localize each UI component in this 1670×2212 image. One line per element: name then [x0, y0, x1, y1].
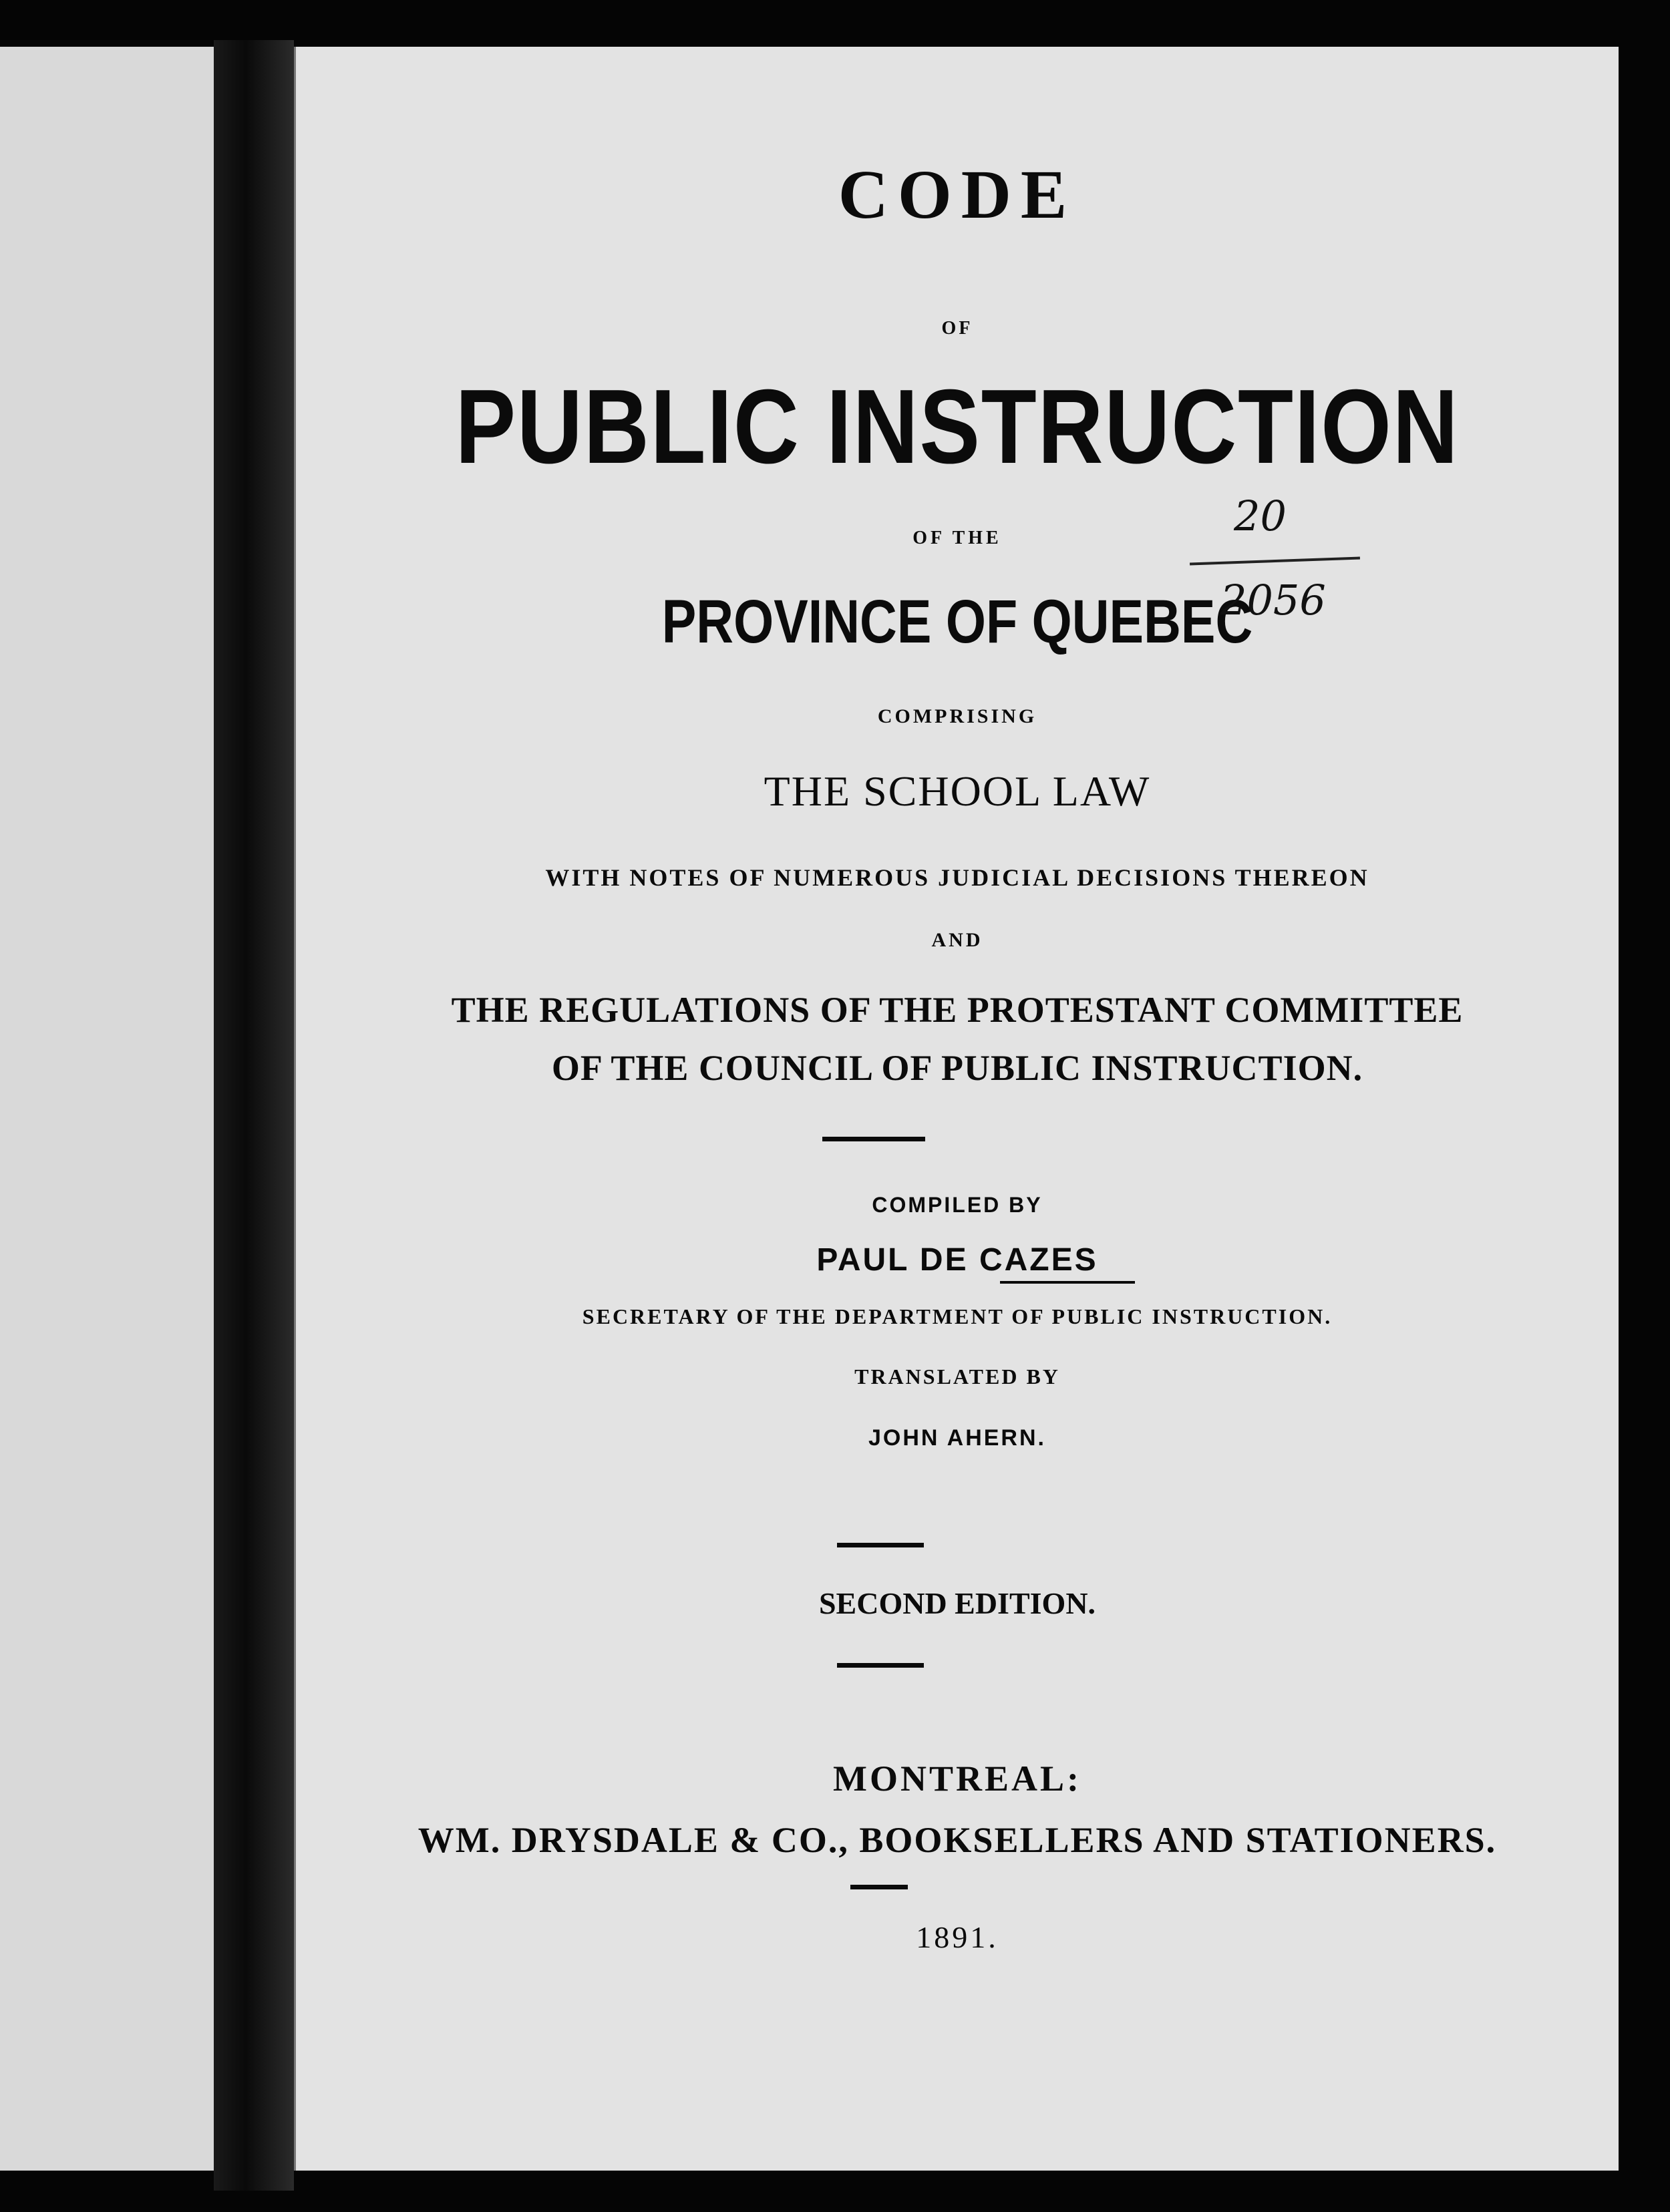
publication-year: 1891.: [916, 1920, 999, 1954]
translator-name: JOHN AHERN.: [868, 1425, 1046, 1451]
regulations-line-2: OF THE COUNCIL OF PUBLIC INSTRUCTION.: [551, 1048, 1363, 1088]
regulations-line-1: THE REGULATIONS OF THE PROTESTANT COMMITTEE: [451, 990, 1464, 1030]
connector-of-the: OF THE: [912, 528, 1002, 548]
subject-heading: THE SCHOOL LAW: [764, 767, 1151, 815]
divider-rule: [822, 1137, 925, 1141]
author-name: PAUL DE CAZES: [816, 1242, 1098, 1278]
divider-rule: [837, 1543, 924, 1547]
title-line-code: CODE: [838, 156, 1077, 233]
title-line-province: PROVINCE OF QUEBEC: [661, 588, 1253, 656]
publication-city: MONTREAL:: [833, 1759, 1081, 1799]
divider-rule: [850, 1885, 908, 1889]
handwritten-fraction-bar: [1190, 557, 1360, 566]
author-underline: [1000, 1281, 1135, 1284]
facing-page: [0, 47, 216, 2171]
handwritten-number-top: 20: [1234, 492, 1287, 540]
connector-of: OF: [941, 318, 973, 339]
edition-label: SECOND EDITION.: [818, 1586, 1096, 1620]
and-connector: AND: [931, 929, 983, 951]
divider-rule: [837, 1663, 924, 1668]
compiled-by-label: COMPILED BY: [872, 1193, 1043, 1217]
book-gutter: [214, 40, 294, 2191]
comprising-label: COMPRISING: [877, 705, 1037, 727]
author-title: SECRETARY OF THE DEPARTMENT OF PUBLIC INSTRUCTION.: [582, 1304, 1333, 1328]
notes-line: WITH NOTES OF NUMEROUS JUDICIAL DECISIONS THEREON: [545, 864, 1369, 891]
title-line-public-instruction: PUBLIC INSTRUCTION: [455, 368, 1460, 486]
translated-by-label: TRANSLATED BY: [854, 1364, 1060, 1389]
publisher-name: WM. DRYSDALE & CO., BOOKSELLERS AND STATIONERS.: [418, 1820, 1497, 1860]
title-page: [294, 47, 1619, 2171]
handwritten-number-bottom: 2056: [1220, 576, 1326, 624]
